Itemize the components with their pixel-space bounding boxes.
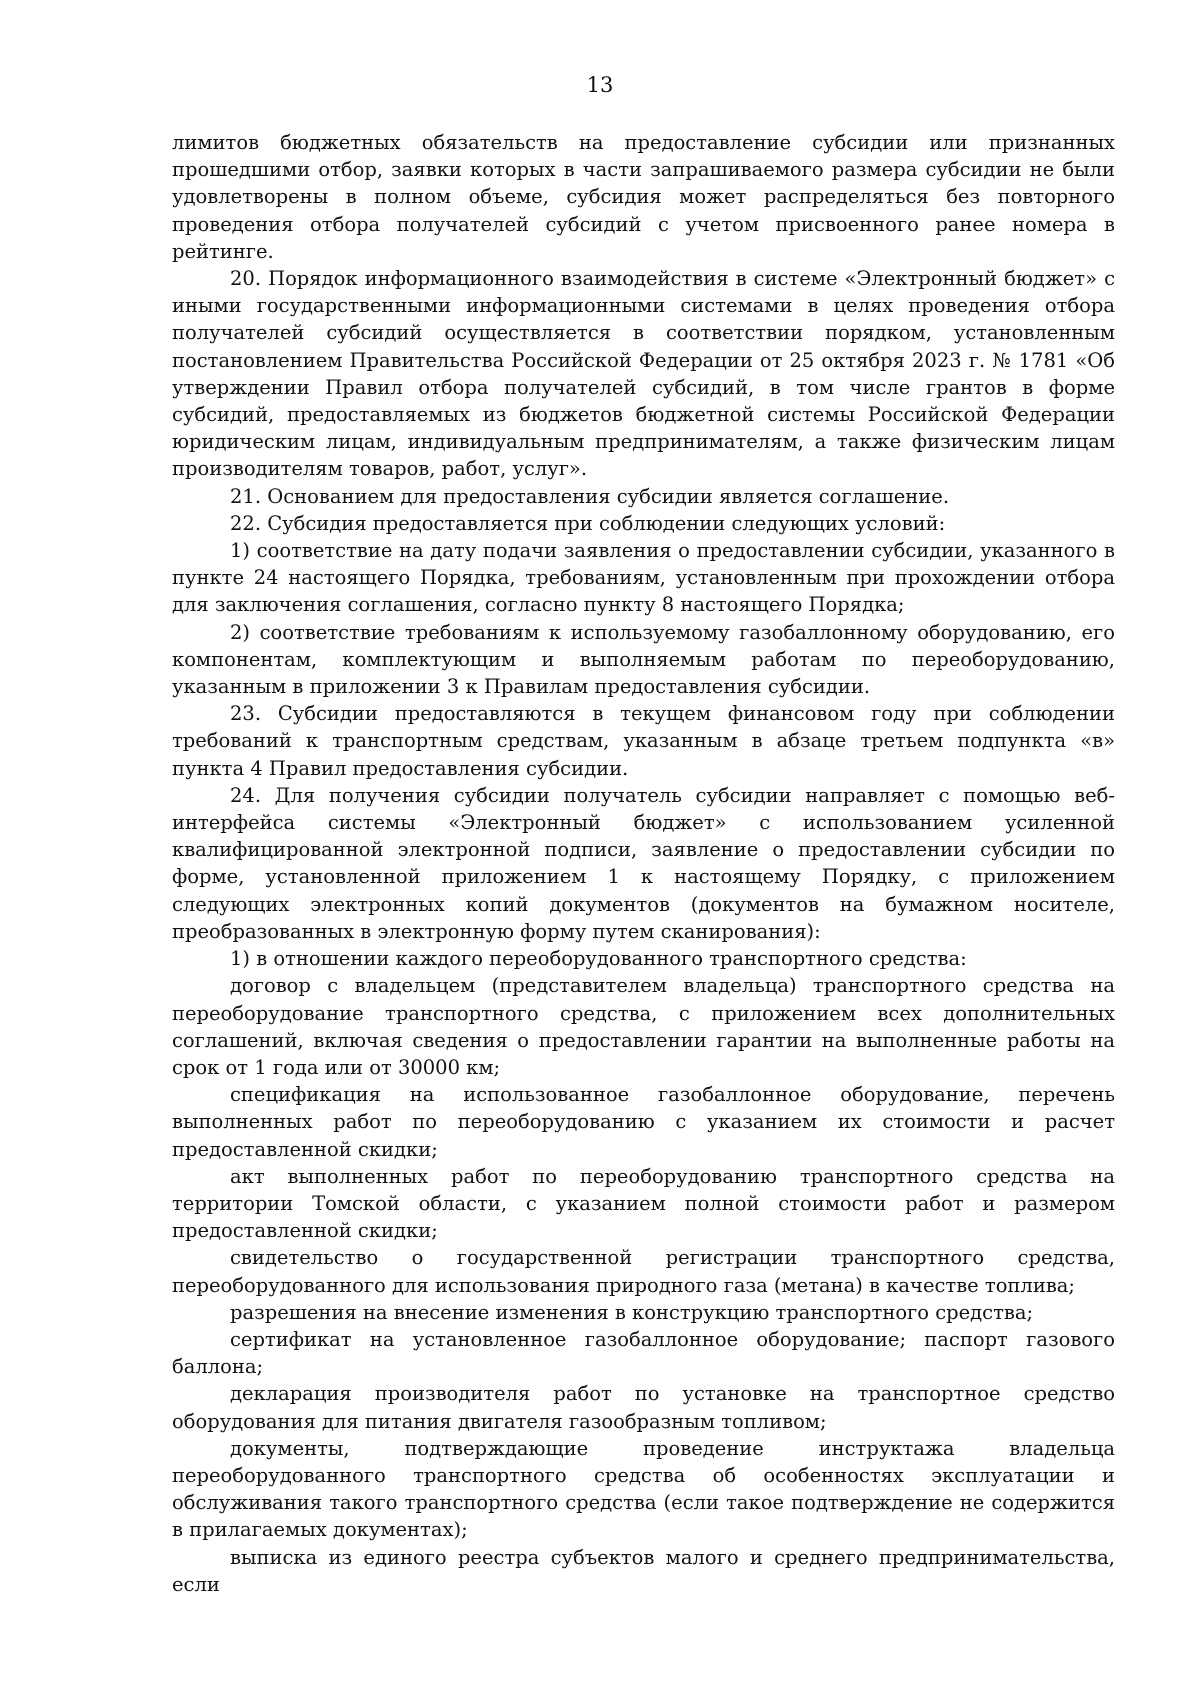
- paragraph-item-22-2: 2) соответствие требованиям к используемому газобаллонному оборудованию, его компонентам, комплектующим и выполняемым работам по переоборудованию, указанным в приложении 3 к Правилам предоставления субсидии.: [172, 620, 1115, 699]
- paragraph-item-20: 20. Порядок информационного взаимодействия в системе «Электронный бюджет» с иными государственными информационными системами в целях проведения отбора получателей субсидий осуществляется в соответствии порядком, установленным постановлением Правительства Российской Федерации от 25 октября 2023 г. № 1781 «Об утверждении Правил отбора получателей субсидий, в том числе грантов в форме субсидий, предоставляемых из бюджетов бюджетной системы Российской Федерации юридическим лицам, индивидуальным предпринимателям, а также физическим лицам производителям товаров, работ, услуг».: [172, 267, 1115, 481]
- paragraph-briefing-documents: документы, подтверждающие проведение инструктажа владельца переоборудованного транспортного средства об особенностях эксплуатации и обслуживания такого транспортного средства (если такое подтверждение не содержится в прилагаемых документах);: [172, 1436, 1115, 1542]
- paragraph-installer-declaration: декларация производителя работ по установке на транспортное средство оборудования для питания двигателя газообразным топливом;: [172, 1382, 1115, 1433]
- paragraph-item-24-1: 1) в отношении каждого переоборудованного транспортного средства:: [230, 947, 967, 971]
- paragraph-registration-certificate: свидетельство о государственной регистрации транспортного средства, переоборудованного для использования природного газа (метана) в качестве топлива;: [172, 1246, 1115, 1297]
- paragraph-registry-extract: выписка из единого реестра субъектов малого и среднего предпринимательства, если: [172, 1545, 1115, 1596]
- paragraph-equipment-certificate: сертификат на установленное газобаллонное оборудование; паспорт газового баллона;: [172, 1327, 1115, 1379]
- paragraph-design-change-permit: разрешения на внесение изменения в конструкцию транспортного средства;: [230, 1300, 1034, 1324]
- paragraph-item-21: 21. Основанием для предоставления субсидии является соглашение.: [230, 484, 950, 508]
- paragraph-work-act: акт выполненных работ по переоборудованию транспортного средства на территории Томской области, с указанием полной стоимости работ и размером предоставленной скидки;: [172, 1164, 1115, 1243]
- paragraph-item-24: 24. Для получения субсидии получатель субсидии направляет с помощью веб-интерфейса системы «Электронный бюджет» с использованием усиленной квалифицированной электронной подписи, заявление о предоставлении субсидии по форме, установленной приложением 1 к настоящему Порядку, с приложением следующих электронных копий документов (документов на бумажном носителе, преобразованных в электронную форму путем сканирования):: [172, 783, 1115, 943]
- paragraph-item-22: 22. Субсидия предоставляется при соблюдении следующих условий:: [230, 511, 946, 535]
- document-body: [172, 129, 1115, 1598]
- paragraph-contract: договор с владельцем (представителем владельца) транспортного средства на переоборудование транспортного средства, с приложением всех дополнительных соглашений, включая сведения о предоставлении гарантии на выполненные работы на срок от 1 года или от 30000 км;: [172, 974, 1115, 1079]
- paragraph-specification: спецификация на использованное газобаллонное оборудование, перечень выполненных работ по переоборудованию с указанием их стоимости и расчет предоставленной скидки;: [172, 1083, 1115, 1161]
- paragraph-item-23: 23. Субсидии предоставляются в текущем финансовом году при соблюдении требований к транспортным средствам, указанным в абзаце третьем подпункта «в» пункта 4 Правил предоставления субсидии.: [172, 702, 1115, 780]
- paragraph-item-22-1: 1) соответствие на дату подачи заявления о предоставлении субсидии, указанного в пункте 24 настоящего Порядка, требованиям, установленным при прохождении отбора для заключения соглашения, согласно пункту 8 настоящего Порядка;: [172, 539, 1115, 617]
- paragraph-continuation: лимитов бюджетных обязательств на предоставление субсидии или признанных прошедшими отбор, заявки которых в части запрашиваемого размера субсидии не были удовлетворены в полном объеме, субсидия может распределяться без повторного проведения отбора получателей субсидий с учетом присвоенного ранее номера в рейтинге.: [172, 131, 1115, 263]
- page-number: 13: [586, 73, 614, 97]
